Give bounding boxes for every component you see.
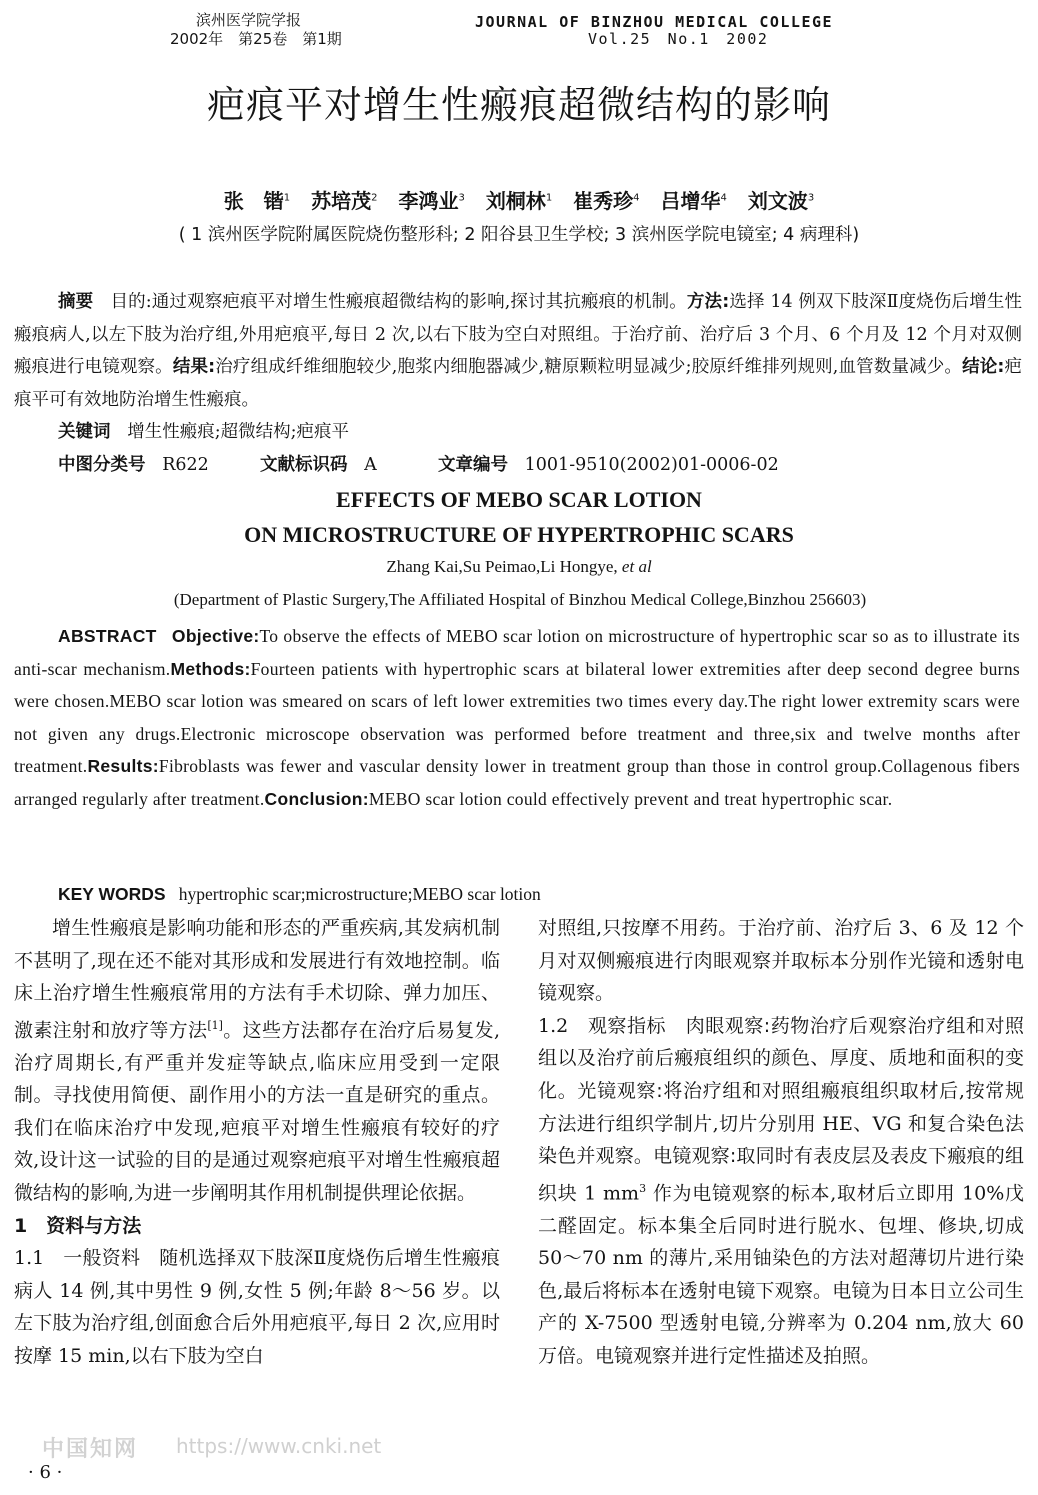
journal-name-cn: 滨州医学院学报 — [196, 11, 302, 29]
author-list-cn — [0, 185, 1038, 214]
author: 刘文波$^3$ — [747, 189, 815, 213]
conclusion-en-label: Conclusion: — [264, 788, 369, 809]
paper-title-en-line2: ON MICROSTRUCTURE OF HYPERTROPHIC SCARS — [244, 522, 794, 547]
affiliation-cn: ( 1 滨州医学院附属医院烧伤整形科; 2 阳谷县卫生学校; 3 滨州医学院电镜室; 4 病理科) — [178, 225, 860, 245]
method-label: 方法: — [686, 292, 730, 312]
cnki-watermark-url: https://www.cnki.net — [176, 1434, 382, 1458]
clc-label: 中图分类号 — [58, 455, 146, 475]
journal-issue-en: Vol.25 No.1 2002 — [588, 30, 769, 48]
section-heading: 1 资料与方法 — [14, 1214, 142, 1237]
abstract-en-label: ABSTRACT — [58, 626, 157, 646]
abstract-en-results: Fibroblasts was fewer and vascular density lower in treatment group than those in control group.Collagenous fibers arranged regularly after treatment. — [14, 756, 1020, 809]
author: 张 锴$^1$ — [223, 189, 291, 213]
paper-title-cn: 疤痕平对增生性瘢痕超微结构的影响 — [206, 83, 831, 127]
abstract-en-conclusion: MEBO scar lotion could effectively prevent and treat hypertrophic scar. — [368, 788, 893, 809]
abstract-en — [14, 620, 1020, 816]
citation: [1] — [207, 1018, 223, 1032]
keywords-en — [58, 884, 541, 905]
abstract-method: 选择 14 例双下肢深Ⅱ度烧伤后增生性瘢痕病人,以左下肢为治疗组,外用疤痕平,每日 2 次,以右下肢为空白对照组。于治疗前、治疗后 3 个月、6 个月及 12 个月对双侧瘢痕进行电镜观察。 — [14, 292, 1022, 377]
abstract-conclusion: 疤痕平可有效地防治增生性瘢痕。 — [14, 357, 1023, 410]
author: 崔秀珍$^4$ — [573, 189, 640, 213]
article-number-value: 1001-9510(2002)01-0006-02 — [524, 455, 779, 475]
author: 刘桐林$^1$ — [485, 189, 553, 213]
abstract-result: 治疗组成纤维细胞较少,胞浆内细胞器减少,糖原颗粒明显减少;胶原纤维排列规则,血管数量减少。 — [215, 357, 963, 377]
clc-value: R622 — [162, 455, 209, 475]
doc-code-value: A — [364, 455, 377, 475]
abstract-en-methods: Fourteen patients with hypertrophic scars at bilateral lower extremities after deep second degree burns were chosen.MEBO scar lotion was smeared on scars of left lower extremities two times every day.The right lower extremity scars were not given any drugs.Electronic microscope observation was performed before treatment and three,six and twelve months after treatment. — [14, 658, 1020, 777]
page-number: · 6 · — [28, 1462, 63, 1483]
affiliation-en: (Department of Plastic Surgery,The Affiliated Hospital of Binzhou Medical College,Binzhou 256603) — [173, 590, 867, 609]
article-number-label: 文章编号 — [437, 455, 508, 475]
author: 苏培茂$^2$ — [311, 189, 378, 213]
keywords-label: 关键词 — [58, 422, 111, 442]
keywords-cn — [58, 418, 349, 443]
keywords-en-label: KEY WORDS — [58, 884, 166, 904]
author-list-en: Zhang Kai,Su Peimao,Li Hongye, et al — [386, 557, 652, 576]
abstract-en-objective: To observe the effects of MEBO scar lotion on microstructure of hypertrophic scar so as to illustrate its anti-scar mechanism. — [14, 626, 1020, 679]
cnki-watermark-logo: 中国知网 — [42, 1437, 139, 1462]
methods-label: Methods: — [170, 658, 251, 679]
continuation-paragraph: 对照组,只按摩不用药。于治疗前、治疗后 3、6 及 12 个月对双侧瘢痕进行肉眼观察并取标本分别作光镜和透射电镜观察。 — [538, 917, 1024, 1005]
subsection-1-1: 1.1 一般资料 随机选择双下肢深Ⅱ度烧伤后增生性瘢痕病人 14 例,其中男性 9 例,女性 5 例;年龄 8～56 岁。以左下肢为治疗组,创面愈合后外用疤痕平,每日 2 次,应用时按摩 15 min,以右下肢为空白 — [14, 1247, 500, 1368]
abstract-cn — [14, 286, 1022, 416]
abstract-objective: 目的:通过观察疤痕平对增生性瘢痕超微结构的影响,探讨其抗瘢痕的机制。 — [110, 292, 687, 312]
body-right-column — [538, 912, 1024, 1373]
conclusion-label: 结论: — [962, 357, 1005, 377]
keywords-en-text: hypertrophic scar;microstructure;MEBO scar lotion — [178, 884, 541, 904]
abstract-label: 摘要 — [58, 292, 94, 312]
body-left-column — [14, 912, 500, 1373]
keywords-text: 增生性瘢痕;超微结构;疤痕平 — [127, 422, 349, 442]
classification-line — [58, 451, 1018, 476]
journal-issue-cn: 2002年 第25卷 第1期 — [170, 30, 342, 48]
result-label: 结果: — [172, 357, 216, 377]
subsection-1-2: 1.2 观察指标 肉眼观察:药物治疗后观察治疗组和对照组以及治疗前后瘢痕组织的颜色、厚度、质地和面积的变化。光镜观察:将治疗组和对照组瘢痕组织取材后,按常规方法进行组织学制片,切片分别用 HE、VG 和复合染色法染色并观察。电镜观察:取同时有表皮层及表皮下瘢痕的组织块 1 $mm^3$ 作为电镜观察的标本,取材后立即用 10%戊二醛固定。标本集全后同时进行脱水、包埋、修块,切成 50～70 nm 的薄片,采用铀染色的方法对超薄切片进行染色,最后将标本在透射电镜下观察。电镜为日本日立公司生产的 X-7500 型透射电镜,分辨率为 0.204 nm,放大 60 万倍。电镜观察并进行定性描述及拍照。 — [538, 1014, 1024, 1368]
results-label: Results: — [87, 756, 159, 777]
intro-paragraph: 增生性瘢痕是影响功能和形态的严重疾病,其发病机制不甚明了,现在还不能对其形成和发展进行有效地控制。临床上治疗增生性瘢痕常用的方法有手术切除、弹力加压、激素注射和放疗等方法[1]。这些方法都存在治疗后易复发,治疗周期长,有严重并发症等缺点,临床应用受到一定限制。寻找使用简便、副作用小的方法一直是研究的重点。我们在临床治疗中发现,疤痕平对增生性瘢痕有较好的疗效,设计这一试验的目的是通过观察疤痕平对增生性瘢痕超微结构的影响,为进一步阐明其作用机制提供理论依据。 — [14, 917, 500, 1205]
author: 李鸿业$^3$ — [398, 189, 465, 213]
journal-name-en: JOURNAL OF BINZHOU MEDICAL COLLEGE — [475, 13, 834, 31]
objective-label: Objective: — [171, 626, 260, 646]
doc-code-label: 文献标识码 — [259, 455, 348, 475]
author: 吕增华$^4$ — [660, 189, 727, 213]
paper-title-en-line1: EFFECTS OF MEBO SCAR LOTION — [336, 487, 702, 512]
